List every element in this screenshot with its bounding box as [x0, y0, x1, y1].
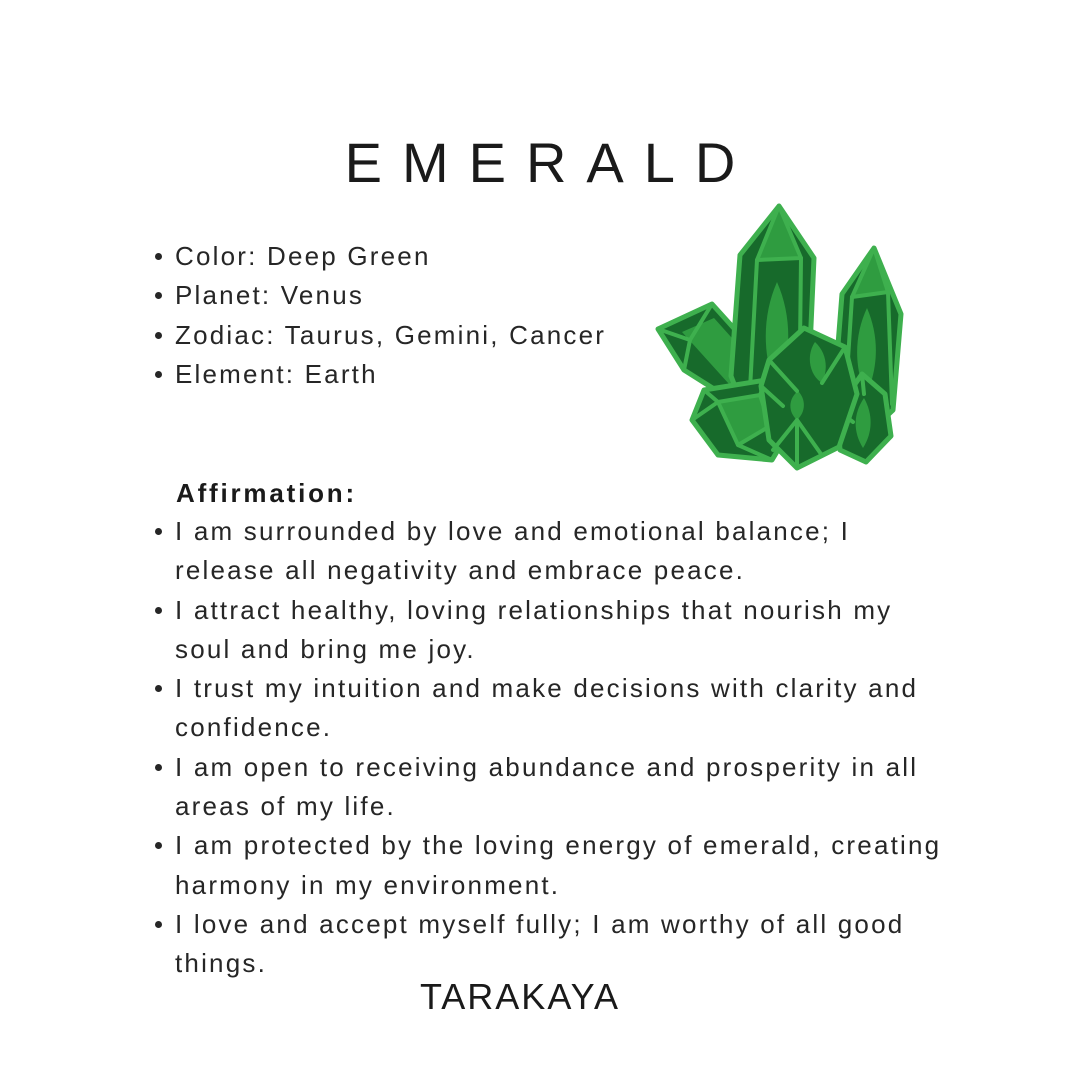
bullet-dot — [155, 685, 162, 692]
bullet-dot — [155, 292, 162, 299]
affirmation-item — [152, 591, 952, 670]
property-item-element — [152, 355, 712, 394]
affirmation-list — [152, 512, 952, 984]
affirmation-heading: Affirmation: — [176, 478, 357, 508]
affirmation-text: I am surrounded by love and emotional balance; I release all negativity and embrace peace. — [175, 516, 851, 586]
brand-footer: TARAKAYA — [419, 976, 621, 1017]
affirmation-text: I am open to receiving abundance and prosperity in all areas of my life. — [175, 751, 919, 822]
bullet-dot — [155, 921, 162, 928]
affirmation-text: I love and accept myself fully; I am worthy of all good things. — [175, 908, 905, 979]
emerald-crystal-cluster-icon — [648, 198, 910, 472]
affirmation-item — [152, 826, 952, 905]
property-text: Element: Earth — [175, 359, 378, 390]
bullet-dot — [155, 332, 162, 339]
property-text: Color: Deep Green — [175, 241, 431, 271]
properties-list — [152, 237, 712, 395]
bullet-dot — [155, 764, 162, 771]
property-item-color — [152, 237, 712, 276]
page-title: EMERALD — [344, 131, 756, 194]
property-item-zodiac — [152, 316, 712, 355]
bullet-dot — [155, 842, 162, 849]
affirmation-item — [152, 669, 952, 748]
affirmation-text: I trust my intuition and make decisions with clarity and confidence. — [175, 673, 919, 743]
bullet-dot — [155, 607, 162, 614]
bullet-dot — [155, 528, 162, 535]
bullet-dot — [155, 371, 162, 378]
property-text: Zodiac: Taurus, Gemini, Cancer — [175, 319, 607, 350]
affirmation-text: I am protected by the loving energy of emerald, creating harmony in my environment. — [175, 830, 942, 900]
bullet-dot — [155, 253, 162, 260]
property-item-planet — [152, 276, 712, 315]
property-text: Planet: Venus — [175, 280, 365, 311]
affirmation-item — [152, 512, 952, 591]
affirmation-item — [152, 748, 952, 827]
affirmation-item — [152, 905, 952, 984]
affirmation-text: I attract healthy, loving relationships that nourish my soul and bring me joy. — [175, 594, 893, 664]
